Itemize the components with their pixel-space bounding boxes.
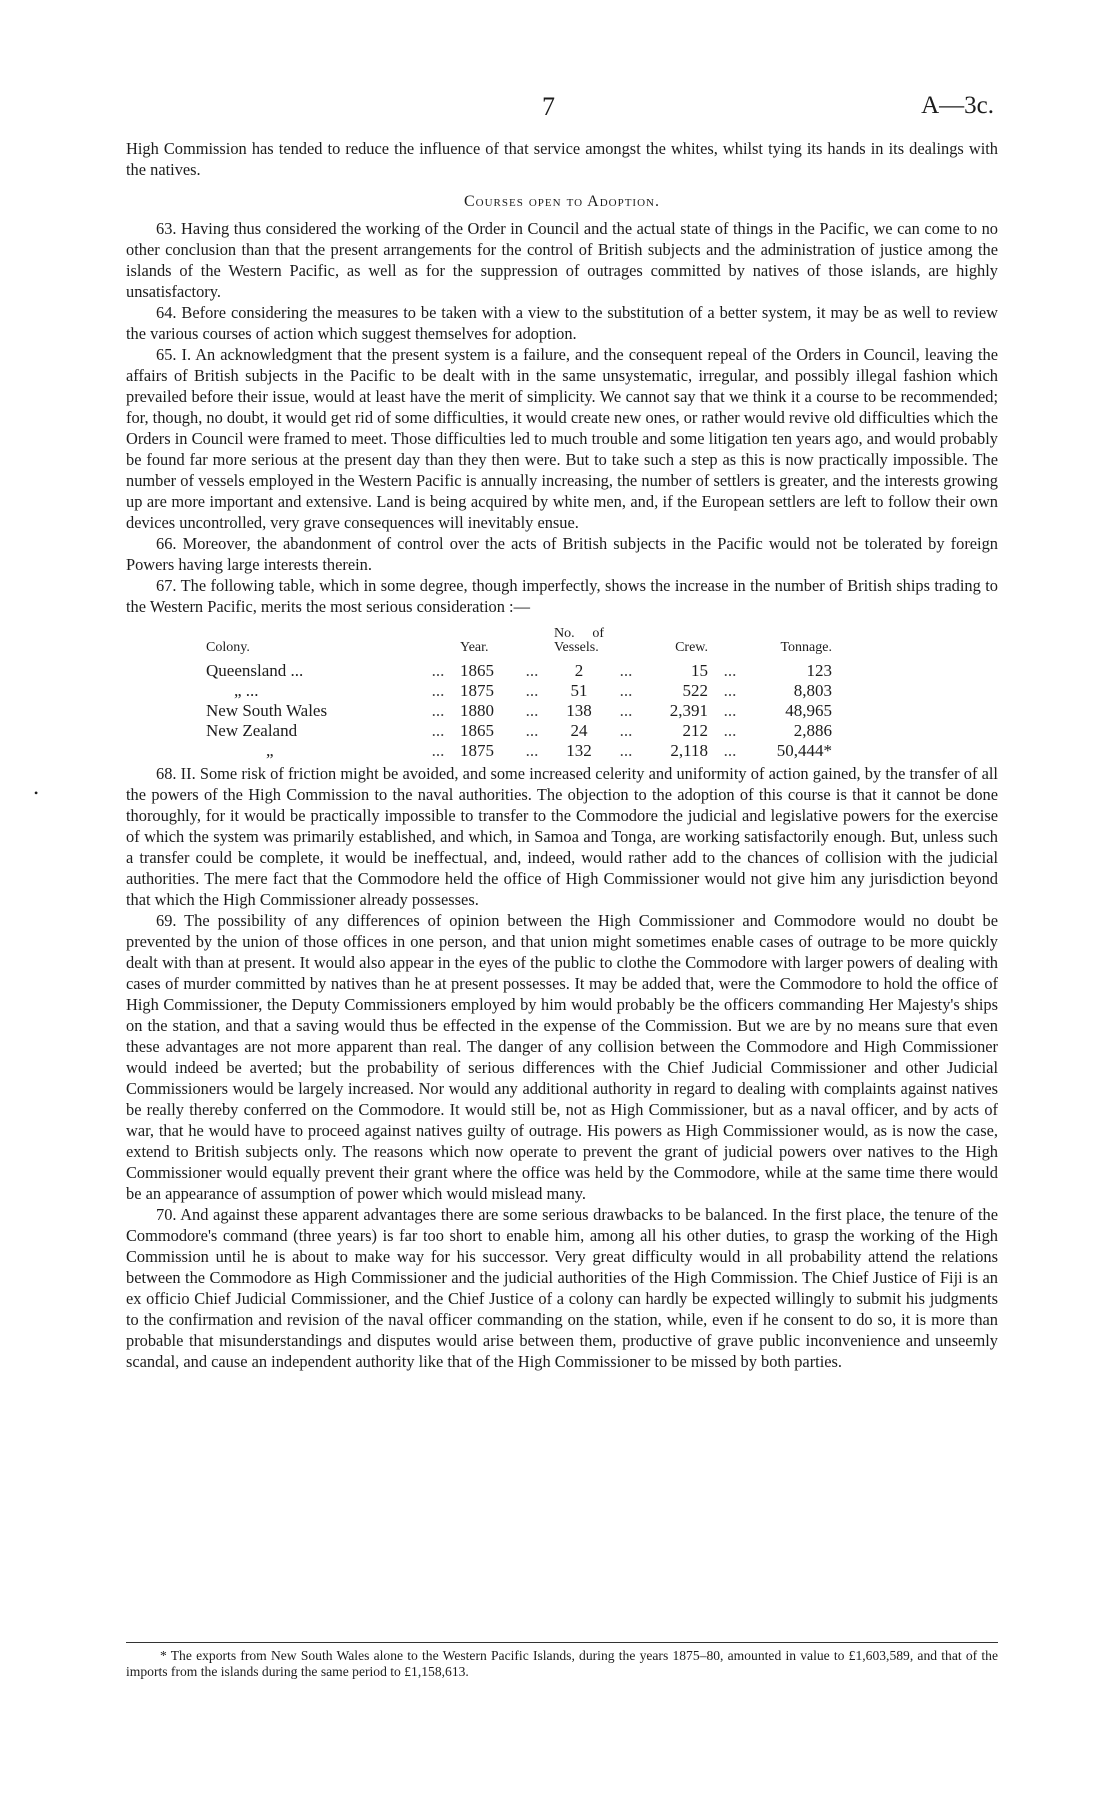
vessels-header: No. of Vessels. [554, 626, 604, 655]
leader-dots: ... [431, 701, 445, 720]
paragraph-65: 65. I. An acknowledgment that the present system is a failure, and the consequent repeal of the Orders in Council, leaving the affairs of British subjects in the Pacific to be dealt with in the same unsystematic, irregular, and possibly illegal fashion which prevailed before their issue, would at least have the merit of simplicity. We cannot say that we think it a course to be recommended; for, though, no doubt, it would get rid of some difficulties, it would create new ones, or rather would revive old difficulties which the Orders in Council were framed to meet. Those difficulties led to much trouble and some litigation ten years ago, and would probably be found far more serious at the present day than they then were. But to take such a step as this is now practically impossible. The number of vessels employed in the Western Pacific is annually increasing, the number of settlers is greater, and the interests growing up are more important and extensive. Land is being acquired by white men, and, if the European settlers are left to follow their own devices uncontrolled, very grave consequences will inevitably ensue. [126, 345, 998, 532]
table-row [206, 661, 832, 681]
leader-dots: ... [431, 721, 445, 740]
table-row [206, 721, 832, 741]
margin-mark: • [34, 786, 39, 800]
paragraph-63: 63. Having thus considered the working of the Order in Council and the actual state of things in the Pacific, we can come to no other conclusion than that the present arrangements for the control of British subjects and the administration of justice among the islands of the Western Pacific, as well as for the suppression of outrages committed by natives of those islands, are highly unsatisfactory. [126, 219, 998, 301]
crew-cell: 15 [691, 661, 708, 680]
paragraph-continued: High Commission has tended to reduce the influence of that service amongst the whites, whilst tying its hands in its dealings with the natives. [126, 139, 998, 179]
table-header-row [206, 627, 832, 661]
page-number: 7 [542, 92, 555, 121]
colony-cell: „ [266, 741, 274, 760]
crew-cell: 522 [682, 681, 708, 700]
year-cell: 1865 [460, 721, 494, 740]
ships-table [206, 627, 832, 761]
page-header [0, 92, 1114, 122]
year-cell: 1865 [460, 661, 494, 680]
leader-dots: ... [619, 681, 633, 700]
crew-header: Crew. [675, 640, 708, 655]
leader-dots: ... [525, 701, 539, 720]
leader-dots: ... [431, 741, 445, 760]
footnote-rule [126, 1642, 998, 1643]
tonnage-cell: 2,886 [793, 721, 832, 740]
paragraph-67: 67. The following table, which in some degree, though imperfectly, shows the increase in the number of British ships trading to the Western Pacific, merits the most serious consideration :— [126, 576, 998, 616]
colony-cell: Queensland ... [206, 661, 304, 680]
tonnage-header: Tonnage. [780, 640, 832, 655]
colony-cell: New Zealand [206, 721, 298, 740]
paragraph-70: 70. And against these apparent advantages there are some serious drawbacks to be balanced. In the first place, the tenure of the Commodore's command (three years) is far too short to enable him, among all his other duties, to grasp the working of the High Commission until he is about to make way for his successor. Very great difficulty would in all probability attend the relations between the Commodore as High Commissioner and the judicial authorities of the High Commission. The Chief Justice of Fiji is an ex officio Chief Judicial Commissioner, and the Chief Justice of a colony can hardly be expected willingly to submit his judgments to the confirmation and revision of the naval officer commanding on the station, while, even if he consent to do so, it is more than probable that misunderstandings and disputes would arise between them, productive of grave public inconvenience and unseemly scandal, and cause an independent authority like that of the High Commissioner to be missed by both parties. [126, 1205, 998, 1371]
year-cell: 1875 [460, 741, 494, 760]
paragraph-69: 69. The possibility of any differences of opinion between the High Commissioner and Commodore would no doubt be prevented by the union of those offices in one person, and that union might sometimes enable cases of outrage to be more quickly dealt with than at present. It would also appear in the eyes of the public to clothe the Commodore with larger powers of dealing with cases of murder committed by natives than he at present possesses. It may be added that, were the Commodore to hold the office of High Commissioner, the Deputy Commissioners employed by him would probably be the officers commanding Her Majesty's ships on the station, and that a saving would thus be effected in the expense of the Commission. But we are by no means sure that even these advantages are not more apparent than real. The danger of any collision between the Commodore and High Commissioner would indeed be averted; but the probability of serious differences with the Chief Judicial Commissioner and other Judicial Commissioners would be largely increased. Nor would any additional authority in regard to dealing with complaints against natives be really thereby conferred on the Commodore. It would still be, not as High Commissioner, but as a naval officer, and by acts of war, that he would have to proceed against natives guilty of outrage. His powers as High Commissioner would, as is now the case, extend to British subjects only. The reasons which now operate to prevent the grant of judicial powers over natives to the High Commissioner would equally prevent their grant where the office was held by the Commodore, while at the same time there would be an appearance of assumption of power which would mislead many. [126, 911, 998, 1203]
report-body [126, 138, 998, 1372]
paragraph-64: 64. Before considering the measures to be taken with a view to the substitution of a better system, it may be as well to review the various courses of action which suggest themselves for adoption. [126, 303, 998, 343]
year-header: Year. [460, 640, 489, 655]
tonnage-cell: 50,444* [776, 741, 832, 760]
leader-dots: ... [619, 721, 633, 740]
leader-dots: ... [619, 661, 633, 680]
leader-dots: ... [525, 741, 539, 760]
vessels-cell: 51 [570, 681, 588, 700]
crew-cell: 2,391 [669, 701, 708, 720]
leader-dots: ... [723, 661, 737, 680]
leader-dots: ... [525, 721, 539, 740]
crew-cell: 212 [682, 721, 708, 740]
vessels-cell: 132 [566, 741, 592, 760]
leader-dots: ... [431, 661, 445, 680]
table-row [206, 701, 832, 721]
footnote-text: * The exports from New South Wales alone to the Western Pacific Islands, during the years 1875–80, amounted in value to £1,603,589, and that of the imports from the islands during the same period to £1,158,613. [126, 1648, 998, 1679]
tonnage-cell: 48,965 [785, 701, 832, 720]
tonnage-cell: 8,803 [793, 681, 832, 700]
vessels-cell: 2 [574, 661, 584, 680]
leader-dots: ... [431, 681, 445, 700]
paragraph-68: 68. II. Some risk of friction might be avoided, and some increased celerity and uniformity of action gained, by the transfer of all the powers of the High Commission to the naval authorities. The objection to the adoption of this course is that it cannot be done thoroughly, for it would be practically impossible to transfer to the Commodore the judicial and legislative powers for the exercise of which the system was primarily established, and which, in Samoa and Tonga, are working satisfactorily enough. But, unless such a transfer could be complete, it would be ineffectual, and, indeed, would rather add to the chances of collision with the judicial authorities. The mere fact that the Commodore held the office of High Commissioner would not give him any jurisdiction beyond that which the High Commissioner already possesses. [126, 764, 998, 909]
table-row [206, 681, 832, 701]
table-row [206, 741, 832, 761]
leader-dots: ... [723, 701, 737, 720]
leader-dots: ... [619, 701, 633, 720]
leader-dots: ... [723, 741, 737, 760]
year-cell: 1875 [460, 681, 494, 700]
footnote [126, 1648, 998, 1680]
leader-dots: ... [525, 661, 539, 680]
tonnage-cell: 123 [806, 661, 832, 680]
colony-cell: „ ... [234, 681, 259, 700]
crew-cell: 2,118 [670, 741, 708, 760]
paragraph-66: 66. Moreover, the abandonment of control over the acts of British subjects in the Pacific would not be tolerated by foreign Powers having large interests therein. [126, 534, 998, 574]
leader-dots: ... [723, 681, 737, 700]
vessels-cell: 24 [570, 721, 588, 740]
colony-cell: New South Wales [206, 701, 328, 720]
year-cell: 1880 [460, 701, 494, 720]
vessels-cell: 138 [566, 701, 592, 720]
section-heading: Courses open to Adoption. [464, 193, 660, 210]
colony-header: Colony. [206, 640, 250, 655]
document-code: A—3c. [921, 92, 994, 119]
leader-dots: ... [525, 681, 539, 700]
leader-dots: ... [619, 741, 633, 760]
leader-dots: ... [723, 721, 737, 740]
